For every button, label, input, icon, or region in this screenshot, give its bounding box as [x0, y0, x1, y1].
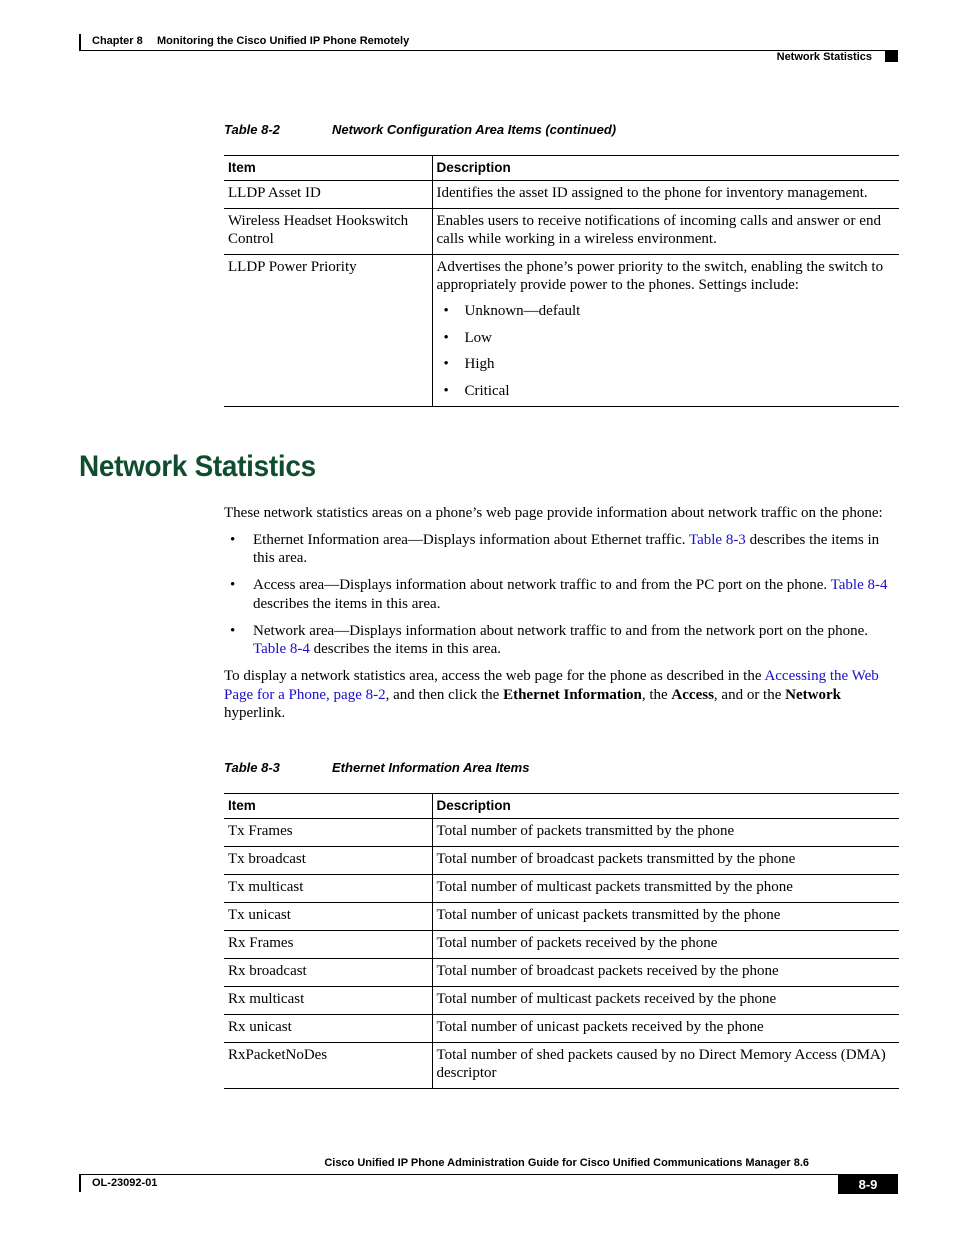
- footer-document-number: OL-23092-01: [92, 1177, 158, 1189]
- table-row: [224, 181, 899, 209]
- link-table-8-3[interactable]: Table 8-3: [688, 531, 746, 548]
- list-item: [224, 576, 899, 613]
- table-row: [224, 931, 899, 959]
- intro-paragraph: These network statistics areas on a phone’s web page provide information about network traffic on the phone:: [224, 505, 883, 521]
- section-body: [224, 504, 899, 723]
- table-row: [224, 875, 899, 903]
- table-row: [224, 1043, 899, 1089]
- cell-item: Rx Frames: [224, 931, 432, 959]
- link-table-8-4[interactable]: Table 8-4: [253, 641, 310, 657]
- paragraph-text: , and then click the: [385, 686, 504, 703]
- cell-item: RxPacketNoDes: [224, 1043, 432, 1089]
- list-item-text: Network area—Displays information about network traffic to and from the network port on the phone.: [253, 622, 868, 639]
- table-row: [224, 847, 899, 875]
- cell-item: Tx multicast: [224, 875, 432, 903]
- statistics-areas-list: [224, 531, 899, 659]
- table-8-2-label: Table 8-2: [224, 122, 280, 137]
- paragraph-text: , and or the: [713, 686, 786, 703]
- cell-description: Total number of broadcast packets transmitted by the phone: [432, 847, 899, 875]
- cell-description: Total number of multicast packets transmitted by the phone: [432, 875, 899, 903]
- paragraph-text: , the: [641, 686, 672, 703]
- column-header-description: Description: [432, 156, 899, 181]
- cell-description: [432, 255, 899, 407]
- table-8-2-title: Network Configuration Area Items (continued): [332, 122, 617, 137]
- footer-rule-vertical: [79, 1174, 81, 1192]
- header-chapter-title: Monitoring the Cisco Unified IP Phone Remotely: [157, 35, 410, 47]
- table-row: [224, 1015, 899, 1043]
- table-row: [224, 903, 899, 931]
- list-item: • Critical: [465, 382, 896, 400]
- cell-description: Total number of packets received by the phone: [432, 931, 899, 959]
- cell-item: Wireless Headset Hookswitch Control: [224, 209, 432, 255]
- table-row: [224, 959, 899, 987]
- section-heading: Network Statistics: [79, 450, 316, 483]
- header-chapter: Chapter 8: [92, 35, 143, 47]
- table-8-3-label: Table 8-3: [224, 760, 280, 775]
- table-8-3: [224, 793, 899, 1089]
- footer-guide-title: Cisco Unified IP Phone Administration Guide for Cisco Unified Communications Manager 8.6: [324, 1157, 809, 1169]
- cell-item: Rx broadcast: [224, 959, 432, 987]
- table-row: [224, 987, 899, 1015]
- cell-description: Total number of multicast packets received by the phone: [432, 987, 899, 1015]
- column-header-description: Description: [432, 794, 899, 819]
- cell-description: Total number of broadcast packets received by the phone: [432, 959, 899, 987]
- cell-description: Total number of unicast packets received by the phone: [432, 1015, 899, 1043]
- cell-item: Rx multicast: [224, 987, 432, 1015]
- list-item-text: Ethernet Information area—Displays information about Ethernet traffic.: [253, 531, 689, 548]
- link-accessing-web-page[interactable]: Accessing the Web Page for a Phone, page 8-2: [224, 668, 879, 703]
- cell-description: Identifies the asset ID assigned to the phone for inventory management.: [432, 181, 899, 209]
- list-item: • Unknown—default: [465, 302, 896, 320]
- list-item: • Low: [465, 329, 896, 347]
- column-header-item: Item: [224, 156, 432, 181]
- cell-description: Total number of unicast packets transmitted by the phone: [432, 903, 899, 931]
- table-header-row: [224, 156, 899, 181]
- header-section-name: Network Statistics: [776, 51, 872, 63]
- cell-description-text: Advertises the phone’s power priority to the switch, enabling the switch to appropriately provide power to the phones. Settings include:: [436, 259, 884, 293]
- closing-paragraph: [224, 667, 899, 723]
- link-table-8-4[interactable]: Table 8-4: [830, 577, 888, 593]
- list-item: • High: [465, 355, 896, 373]
- list-item: [224, 622, 899, 659]
- list-item: [224, 531, 899, 568]
- column-header-item: Item: [224, 794, 432, 819]
- cell-description: Total number of packets transmitted by the phone: [432, 819, 899, 847]
- power-priority-settings-list: [437, 302, 896, 400]
- list-item-text: describes the items in this area.: [253, 531, 880, 566]
- table-header-row: [224, 794, 899, 819]
- table-row: [224, 819, 899, 847]
- term-access: Access: [671, 686, 714, 703]
- cell-item: Tx broadcast: [224, 847, 432, 875]
- list-item-text: Access area—Displays information about network traffic to and from the PC port on the phone.: [253, 577, 831, 593]
- term-network: Network: [785, 686, 841, 703]
- cell-description: Total number of shed packets caused by no Direct Memory Access (DMA) descriptor: [432, 1043, 899, 1089]
- header-rule-vertical: [79, 34, 81, 51]
- cell-item: Tx Frames: [224, 819, 432, 847]
- table-8-3-title: Ethernet Information Area Items: [332, 760, 530, 775]
- paragraph-text: To display a network statistics area, access the web page for the phone as described in the: [224, 668, 765, 684]
- list-item-text: describes the items in this area.: [253, 595, 441, 612]
- cell-item: Tx unicast: [224, 903, 432, 931]
- table-row: [224, 255, 899, 407]
- page-number: 8-9: [838, 1174, 898, 1194]
- table-row: [224, 209, 899, 255]
- term-ethernet-information: Ethernet Information: [503, 686, 642, 703]
- header-rule: [79, 50, 898, 51]
- table-8-2: [224, 155, 899, 407]
- header-marker-box: [885, 51, 898, 62]
- list-item-text: describes the items in this area.: [309, 641, 502, 657]
- cell-item: LLDP Power Priority: [224, 255, 432, 407]
- footer-rule: [79, 1174, 898, 1175]
- cell-item: LLDP Asset ID: [224, 181, 432, 209]
- cell-item: Rx unicast: [224, 1015, 432, 1043]
- paragraph-text: hyperlink.: [224, 705, 286, 721]
- cell-description: Enables users to receive notifications of incoming calls and answer or end calls while working in a wireless environment.: [432, 209, 899, 255]
